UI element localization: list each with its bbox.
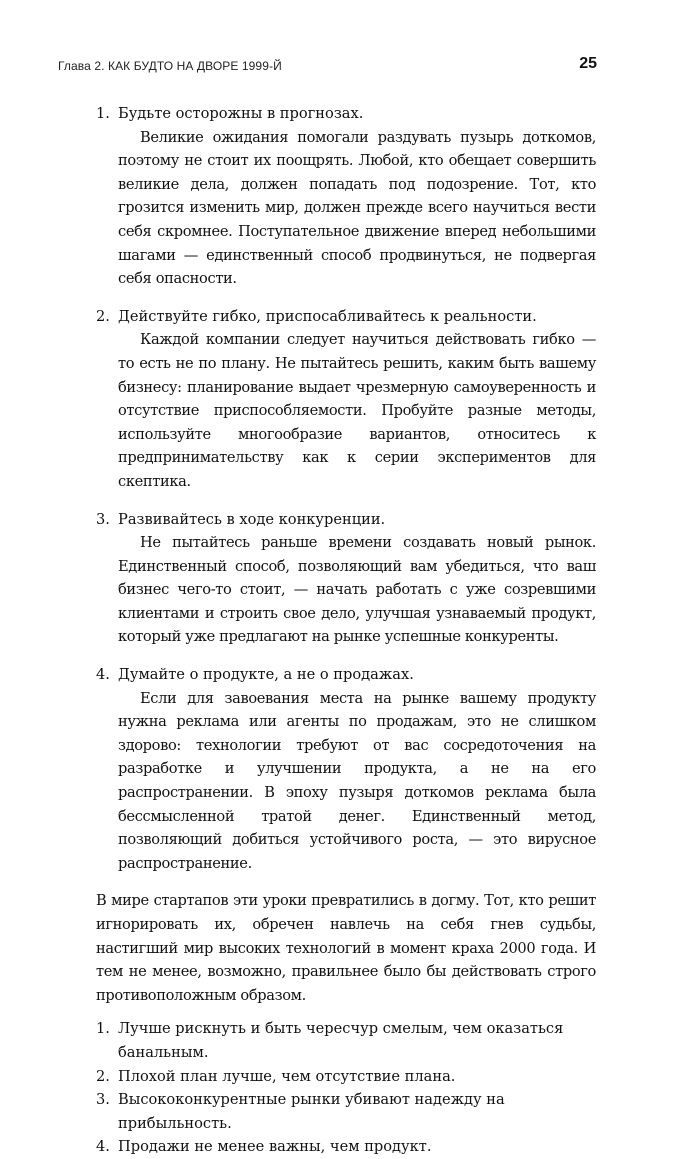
list-item-number: 4. — [96, 1138, 110, 1156]
lesson-heading — [96, 305, 596, 329]
lesson-number: 1. — [96, 105, 110, 122]
lesson-item-3 — [96, 508, 596, 650]
lesson-item-2 — [96, 305, 596, 494]
lesson-heading — [96, 663, 596, 687]
list-item-text: Продажи не менее важны, чем продукт. — [118, 1138, 432, 1156]
opposite-lessons-list — [96, 1017, 596, 1159]
lesson-number: 2. — [96, 307, 110, 325]
lesson-text: Великие ожидания помогали раздувать пузырь доткомов, поэтому не стоит их поощрять. Любой, кто обещает совершить великие дела, должен попадать под подозрение. Тот, кто грозится изменить мир, должен прежде всего научиться вести себя скромнее. Поступательное движение вперед небольшими шагами — единственный способ продвинуться, не подвергая себя опасности. — [118, 128, 596, 288]
lesson-item-1 — [96, 102, 596, 291]
list-item-text: Высококонкурентные рынки убивают надежду на прибыльность. — [118, 1091, 505, 1132]
running-head: Глава 2. КАК БУДТО НА ДВОРЕ 1999-Й — [58, 59, 282, 73]
lesson-text: Не пытайтесь раньше времени создавать новый рынок. Единственный способ, позволяющий вам убедиться, что ваш бизнес чего-то стоит, — начать работать с уже созревшими клиентами и строить свое дело, улучшая узнаваемый продукт, который уже предлагают на рынке успешные конкуренты. — [118, 534, 596, 646]
lesson-heading — [96, 508, 596, 532]
lesson-text: Каждой компании следует научиться действовать гибко — то есть не по плану. Не пытайтесь решить, каким быть вашему бизнесу: планирование выдает чрезмерную самоуверенность и отсутствие приспособляемости. Пробуйте разные методы, используйте многообразие вариантов, относитесь к предпринимательству как к серии экспериментов для скептика. — [118, 331, 596, 490]
list-item — [96, 1017, 596, 1064]
lesson-title: Развивайтесь в ходе конкуренции. — [118, 510, 386, 528]
lesson-title: Думайте о продукте, а не о продажах. — [118, 666, 414, 684]
list-item — [96, 1065, 596, 1089]
list-item — [96, 1088, 596, 1135]
list-item — [96, 1135, 596, 1159]
body-paragraph: В мире стартапов эти уроки превратились в догму. Тот, кто решит игнорировать их, обречен навлечь на себя гнев судьбы, настигший мир высоких технологий в момент краха 2000 года. И тем не менее, возможно, правильнее было бы действовать строго противоположным образом. — [96, 892, 596, 1004]
list-item-number: 1. — [96, 1020, 110, 1038]
page-body — [96, 102, 596, 1159]
lesson-number: 4. — [96, 666, 110, 684]
lesson-item-4 — [96, 663, 596, 875]
list-item-number: 2. — [96, 1067, 110, 1085]
lesson-title: Действуйте гибко, приспосабливайтесь к реальности. — [118, 307, 537, 325]
lesson-heading — [96, 102, 596, 126]
lesson-title: Будьте осторожны в прогнозах. — [118, 105, 364, 122]
lesson-text: Если для завоевания места на рынке вашему продукту нужна реклама или агенты по продажам, это не слишком здорово: технологии требуют от вас сосредоточения на разработке и улучшении продукта, а не на его распространении. В эпоху пузыря доткомов реклама была бессмысленной тратой денег. Единственный метод, позволяющий добиться устойчивого роста, — это вирусное распространение. — [118, 689, 596, 872]
list-item-number: 3. — [96, 1091, 110, 1109]
list-item-text: Лучше рискнуть и быть чересчур смелым, чем оказаться банальным. — [118, 1020, 564, 1061]
list-item-text: Плохой план лучше, чем отсутствие плана. — [118, 1067, 456, 1085]
lesson-number: 3. — [96, 510, 110, 528]
page-number: 25 — [579, 55, 597, 72]
